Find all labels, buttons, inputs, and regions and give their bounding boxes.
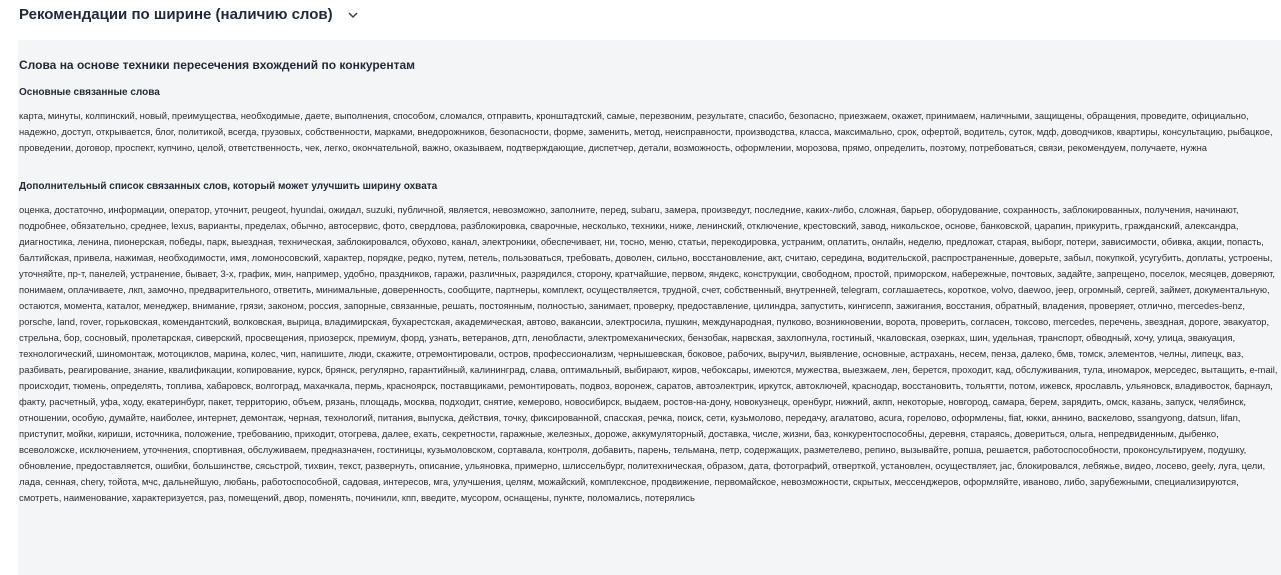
section-title: Слова на основе техники пересечения вхождений по конкурентам xyxy=(19,58,416,72)
chevron-down-icon[interactable] xyxy=(347,9,359,21)
main-words-label: Основные связанные слова xyxy=(19,87,160,98)
main-words-list: карта, минуты, колпинский, новый, преимущества, необходимые, даете, выполнения, способом, сломался, отправить, кронштадтский, самые, перезвоним, результате, спасибо, безопасно, приезжаем, окажет, принимаем, наличными, защищены, обращения, проведите, официально, надежно, доступ, открывается, блог, политикой, всегда, грузовых, собственности, марками, внедорожников, безопасности, форме, заменить, метод, неисправности, производства, класса, максимально, срок, офертой, водитель, суток, мдф, доводчиков, квартиры, консультацию, рыбацкое, проведении, договор, проспект, купчино, целой, ответственность, чек, легко, окончательной, важно, оказываем, подтверждающие, диспетчер, детали, возможность, оформлении, морозова, прямо, определить, поэтому, потребоваться, связи, рекомендуем, получаете, нужна xyxy=(19,110,1273,153)
extra-words-label: Дополнительный список связанных слов, который может улучшить ширину охвата xyxy=(19,181,438,192)
recommendations-content xyxy=(19,58,1279,554)
section-header[interactable] xyxy=(19,6,359,23)
extra-words-list: оценка, достаточно, информации, оператор, уточнит, peugeot, hyundai, ожидал, suzuki, публичной, является, невозможно, заполните, перед, subaru, замера, произведут, последние, каких-либо, сложная, барьер, оборудование, сохранность, заблокированных, получения, начинают, подробнее, обязательно, среднее, lexus, варианты, пределах, обычно, автосервис, фото, свердлова, разблокировка, сварочные, несколько, техники, ниже, ленинский, отключение, крестовский, завод, никольское, основе, банковской, царапин, прикурить, гражданский, александра, диагностика, ленина, пионерская, победы, парк, выездная, техническая, заблокировался, обухово, канал, электроники, обеспечивает, ни, тосно, меню, статьи, перекодировка, устраним, оплатить, онлайн, неделю, предложат, старая, выборг, потери, зависимости, обивка, акции, попасть, балтийская, привела, нажимая, необходимости, имя, ломоносовский, характер, порядке, редко, путем, петель, пользоваться, требовать, доволен, сильно, восстановление, акт, считаю, середина, водительской, распространенные, доверьте, забыл, покупкой, усугубить, доплаты, устроены, уточняйте, пр-т, панелей, устранение, бывает, 3-х, график, мин, например, удобно, праздников, гаражи, различных, разрядился, сторону, кратчайшие, первом, яндекс, конструкции, свободном, простой, приморском, набережные, почтовых, задайте, запрещено, поселок, месяцев, доверяют, понимаем, оплачиваете, лкп, замочно, предварительного, ответить, минимальные, доверенность, сообщите, партнеры, комплект, осуществляется, трудной, счет, собственный, внутренней, telegram, соглашаетесь, короткое, volvo, daewoo, jeep, огромный, сергей, займет, документальную, остаются, момента, каталог, менеджер, внимание, грязи, законом, россия, запорные, связанные, решать, постоянным, полностью, занимает, проверку, предоставление, цилиндра, запустить, кингисепп, зажигания, восстания, обратный, владения, проверяет, отлично, mercedes-benz, porsche, land, rover, горьковская, комендантский, волковская, вырица, владимирская, бухарестская, академическая, автово, вакансии, электросила, пушкин, международная, пулково, возникновении, ворота, проверить, согласен, токсово, mercedes, перечень, звездная, дороге, эвакуатор, стрельна, бор, сосновый, пролетарская, сиверский, просвещения, приозерск, премиум, форд, узнать, ветеранов, дтп, ленобласти, электромеханических, бензобак, нарвская, захлопнула, гостиный, чкаловская, озерках, шин, удельная, транспорт, обводный, хочу, улица, эвакуация, технологический, шиномонтаж, мотоциклов, марина, колес, чип, напишите, люди, скажите, отремонтировали, остров, профессионализм, чернышевская, боковое, рабочих, выручил, выявление, основные, астрахань, несем, пенза, далеко, бмв, томск, элементов, челны, липецк, ваз, разбивать, реагирование, знание, квалификации, копирование, курск, брянск, регулярно, гарантийный, калининград, слава, оптимальный, выбирают, киров, чебоксары, имеются, мужества, выезжаем, лен, берется, проходит, кад, обслуживания, тула, иномарок, мерседес, вытащить, e-mail, происходит, тюмень, определять, топлива, хабаровск, волгоград, махачкала, пермь, красноярск, поставщиками, ремонтировать, подвоз, воронеж, саратов, автоэлектрик, иркутск, автоключей, краснодар, восстановить, тольятти, потом, ижевск, ярославль, ульяновск, владивосток, барнаул, факту, расчетный, уфа, ходу, екатеринбург, пакет, территорию, объем, рязань, площадь, москва, подходит, снятие, кемерово, новосибирск, выдаем, ростов-на-дону, новокузнецк, оренбург, нижний, акпп, некоторые, новгород, самара, берем, зарядить, омск, казань, запуск, челябинск, отношении, особую, думайте, наиболее, интернет, демонтаж, черная, технологий, питания, выпуска, действия, точку, фиксированной, спасская, речка, поиск, сети, кузьмолово, передачу, агалатово, acura, горелово, оформлены, fiat, юкки, аннино, васкелово, ssangyong, datsun, lifan, приступит, мойки, кириши, источника, положение, требованию, приходит, отогрева, далее, ехать, секретности, гаражные, железных, дороже, аккумуляторный, доставка, числе, жизни, баз, конкурентоспособны, деревня, стараясь, довериться, ольга, непредвиденным, дыбенко, всеволожске, исключением, уточнения, спортивная, обслуживаем, предназначен, гостиницы, кузьмоловском, сортавала, контроля, добавить, парень, тельмана, петр, содержащих, разметелево, репино, вызывайте, ропша, решается, работоспособности, проконсультируем, подушку, обновление, предоставляется, ошибки, большинстве, сясьстрой, тихвин, текст, развернуть, описание, ульяновка, примерно, шлиссельбург, политехническая, образом, дата, фотографий, отверткой, установлен, осуществляет, jac, блокировался, лебяжье, видео, лосево, geely, луга, цели, лада, сенная, chery, тойота, мчс, дальнейшую, любань, работоспособной, садовая, интересов, мга, улучшения, целям, можайский, комплексное, продвижение, первомайское, невозможности, скрытых, мессенджеров, оформляйте, иваново, либо, зарубежными, специализируются, смотреть, наименование, характеризуется, раз, помещений, двор, поменять, починили, кпп, введите, мусором, оснащены, пункте, поломались, потерялись xyxy=(19,204,1278,503)
page-title: Рекомендации по ширине (наличию слов) xyxy=(19,6,333,23)
